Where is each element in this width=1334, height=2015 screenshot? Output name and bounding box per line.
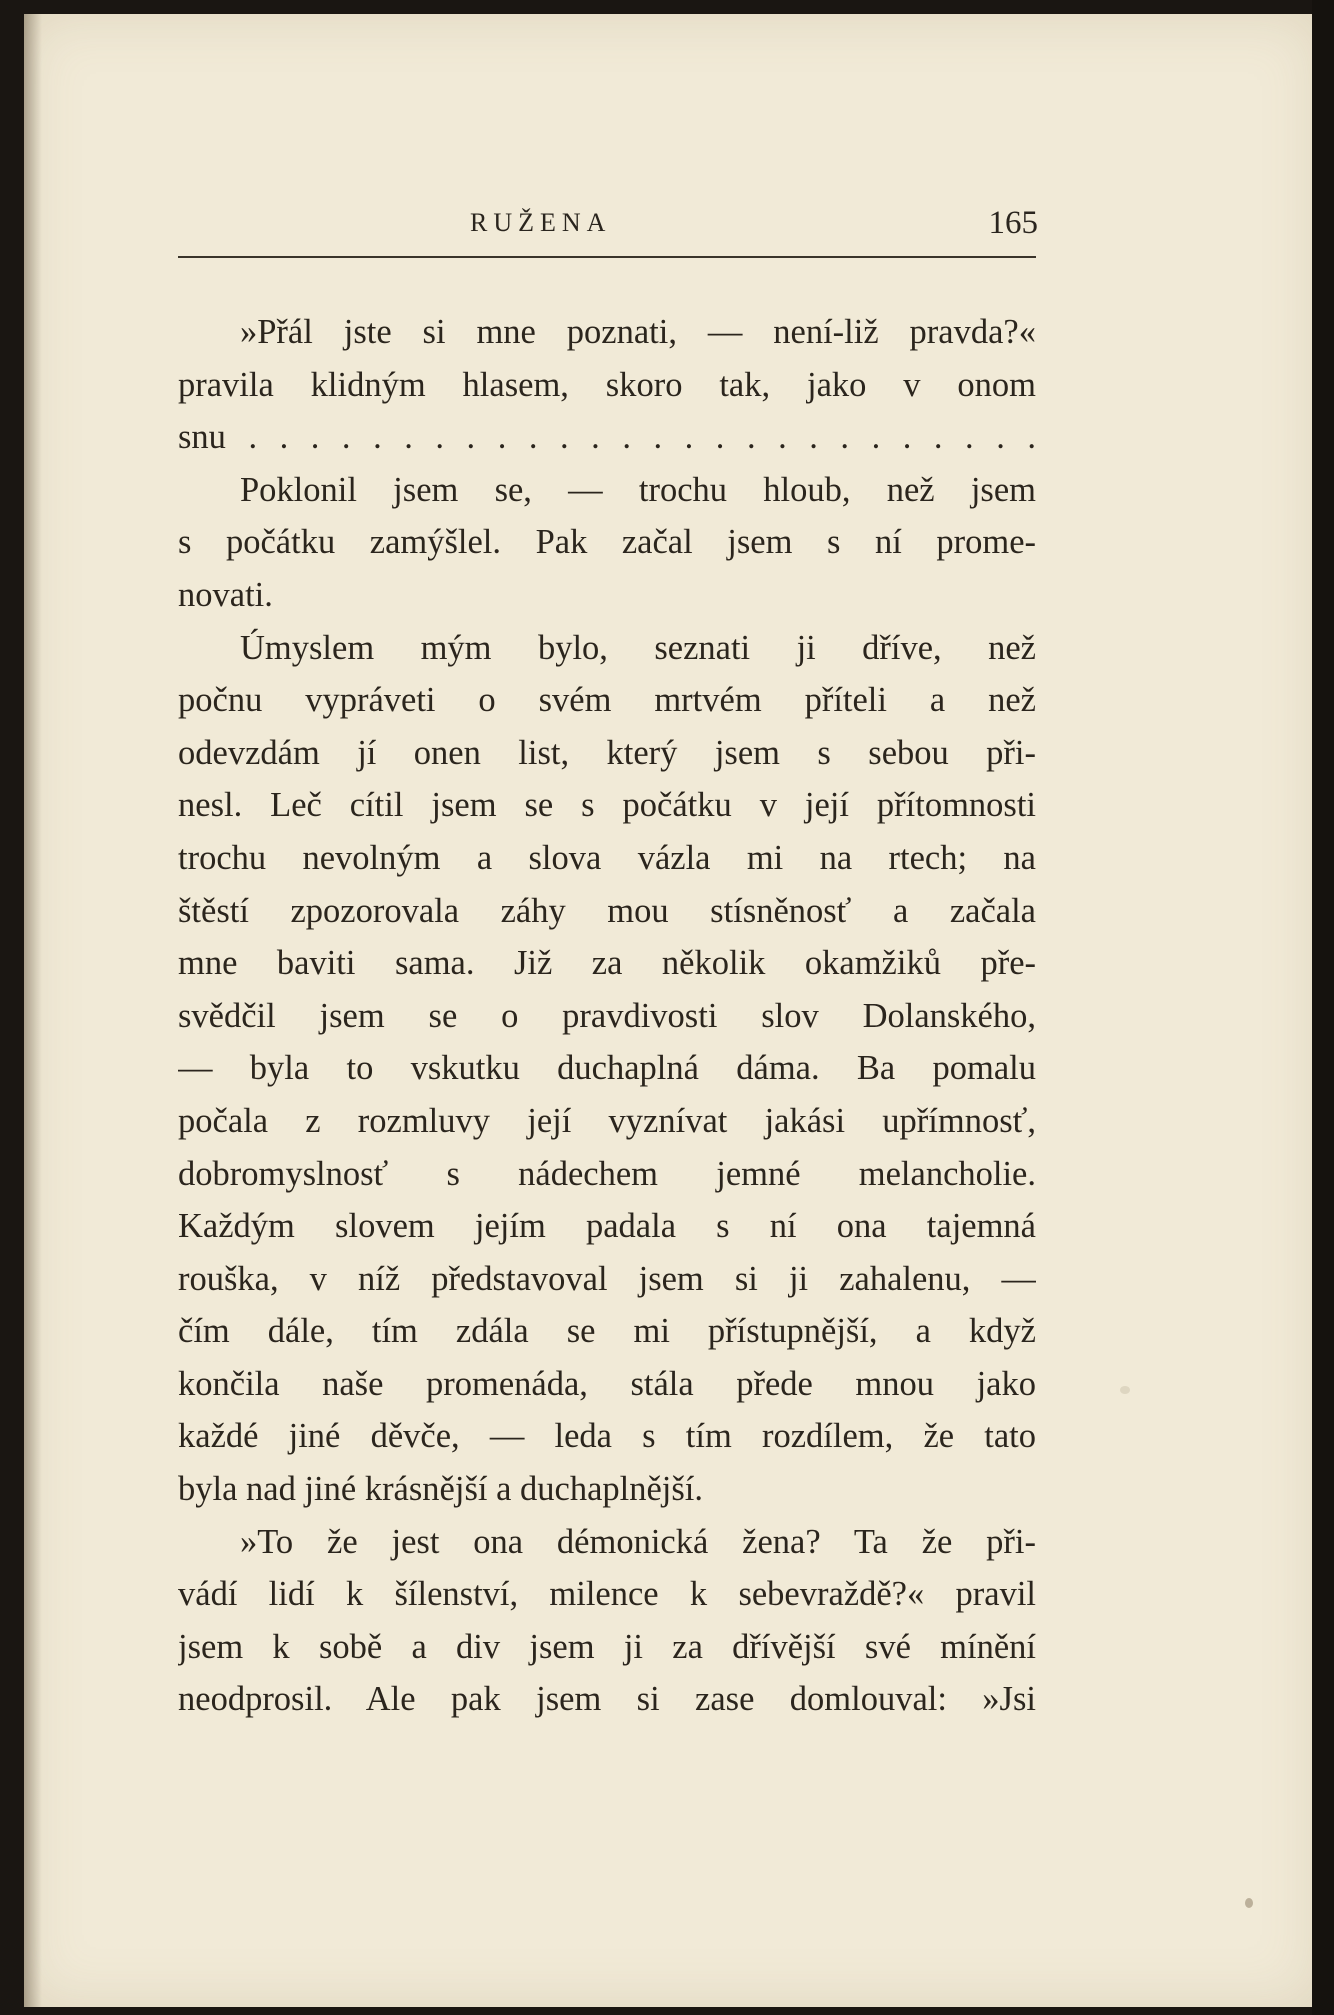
text-line: dobromyslnosť s nádechem jemné melancholie. [178, 1154, 1036, 1193]
text-line: neodprosil. Ale pak jsem si zase domlouval: »Jsi [178, 1680, 1036, 1719]
text-line: odevzdám jí onen list, který jsem s sebou při- [178, 733, 1036, 772]
running-title: RUŽENA [470, 208, 612, 237]
text-line: rouška, v níž představoval jsem si ji zahalenu, — [178, 1259, 1036, 1298]
text-line: s počátku zamýšlel. Pak začal jsem s ní prome- [178, 523, 1036, 562]
text-line: »Přál jste si mne poznati, — není-liž pravda?« [240, 313, 1036, 351]
paper-speck [1245, 1898, 1253, 1908]
body-text [178, 306, 1036, 1726]
binding-shadow [24, 14, 42, 2007]
text-line: nesl. Leč cítil jsem se s počátku v její přítomnosti [178, 786, 1036, 825]
text-line: mne baviti sama. Již za několik okamžiků pře- [178, 944, 1036, 983]
text-line: Poklonil jsem se, — trochu hloub, než jsem [240, 470, 1036, 509]
paper-speck [1120, 1386, 1130, 1394]
text-line: »To že jest ona démonická žena? Ta že při- [240, 1522, 1036, 1561]
text-line: novati. [178, 575, 273, 614]
text-line: počnu vypráveti o svém mrtvém příteli a než [178, 681, 1036, 720]
text-line: každé jiné děvče, — leda s tím rozdílem, že tato [178, 1417, 1036, 1456]
text-line: svědčil jsem se o pravdivosti slov Dolanského, [178, 996, 1036, 1035]
text-line: Každým slovem jejím padala s ní ona tajemná [178, 1207, 1036, 1246]
page-edge [1312, 0, 1334, 2015]
header-rule [178, 256, 1036, 258]
text-line: štěstí zpozorovala záhy mou stísněnosť a začala [178, 891, 1036, 930]
text-line: — byla to vskutku duchaplná dáma. Ba pomalu [178, 1049, 1036, 1088]
text-line: jsem k sobě a div jsem ji za dřívější své mínění [178, 1627, 1036, 1666]
text-line: byla nad jiné krásnější a duchaplnější. [178, 1470, 704, 1509]
text-line: končila naše promenáda, stála přede mnou jako [178, 1364, 1036, 1403]
text-line: počala z rozmluvy její vyznívat jakási upřímnosť, [178, 1101, 1036, 1140]
text-line: Úmyslem mým bylo, seznati ji dříve, než [240, 628, 1036, 667]
text-line: trochu nevolným a slova vázla mi na rtech; na [178, 838, 1036, 877]
text-line: čím dále, tím zdála se mi přístupnější, a když [178, 1312, 1036, 1351]
text-line: snu . . . . . . . . . . . . . . . . . . . . . . . . . . [178, 418, 1036, 457]
page-header [178, 205, 1038, 255]
text-line: pravila klidným hlasem, skoro tak, jako v onom [178, 365, 1036, 404]
page-number: 165 [988, 205, 1038, 241]
text-line: vádí lidí k šílenství, milence k sebevraždě?« pravil [178, 1575, 1036, 1614]
